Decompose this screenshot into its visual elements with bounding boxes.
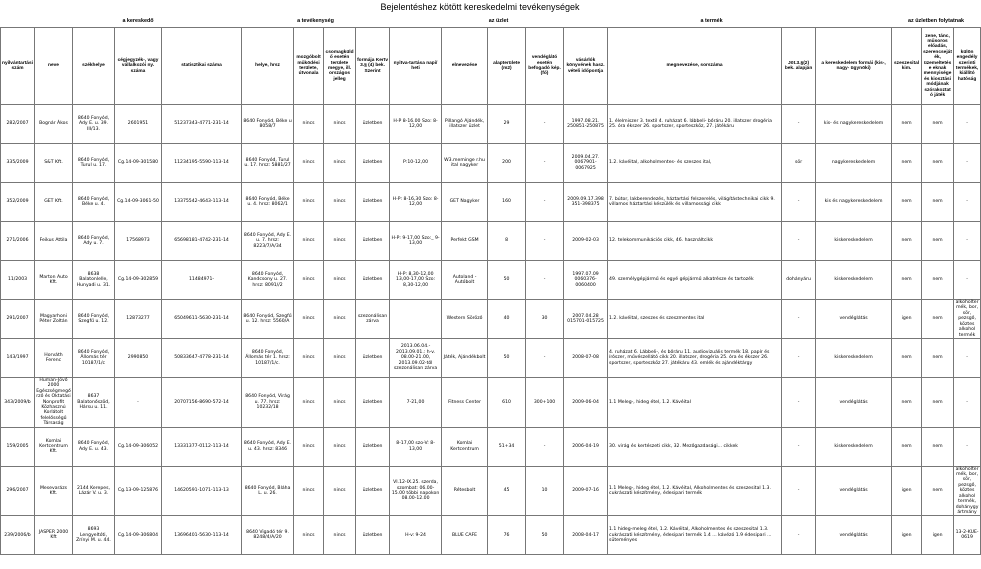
table-cell: vendéglátás bbox=[816, 378, 892, 428]
table-cell: - bbox=[954, 339, 981, 378]
table-cell: 76 bbox=[488, 516, 526, 555]
table-cell: nincs bbox=[294, 427, 324, 466]
table-row bbox=[1, 339, 981, 378]
table-cell: 143/1997 bbox=[1, 339, 35, 378]
table-cell: Western Söröző bbox=[442, 300, 488, 339]
table-cell: üzletben bbox=[356, 427, 390, 466]
table-cell: nem bbox=[892, 144, 922, 183]
column-header: székhelye bbox=[73, 28, 115, 105]
column-header: megnevezése, sorszáma bbox=[608, 28, 782, 105]
table-cell: - bbox=[782, 222, 816, 261]
table-cell: 13-2-KUE-0619 bbox=[954, 516, 981, 555]
table-cell: 8640 Fonyód, Ady E. u. 43. hrsz: 8346 bbox=[242, 427, 294, 466]
table-cell: 239/2006/b bbox=[1, 516, 35, 555]
table-cell: 8640 Fonyód, Bláha L. u. 26. bbox=[242, 466, 294, 516]
table-row bbox=[1, 466, 981, 516]
table-cell: 12873277 bbox=[115, 300, 162, 339]
table-row bbox=[1, 183, 981, 222]
table-cell: - bbox=[782, 183, 816, 222]
table-cell: nem bbox=[892, 339, 922, 378]
table-cell: 14620591-1071-113-13 bbox=[162, 466, 242, 516]
table-cell: 300+100 bbox=[526, 378, 564, 428]
table-cell: szezonálisan zárva bbox=[356, 300, 390, 339]
table-cell: - bbox=[782, 516, 816, 555]
table-cell: 49. személygépjármű és egyé gépjármű alkatrésze és tartozék bbox=[608, 261, 782, 300]
table-body bbox=[1, 105, 981, 555]
table-cell: Rétesbolt bbox=[442, 466, 488, 516]
table-cell: - bbox=[954, 378, 981, 428]
table-cell: 8640 Fonyód, Béke u 8058/7 bbox=[242, 105, 294, 144]
table-cell: - bbox=[526, 183, 564, 222]
table-cell: 13696401-5630-113-14 bbox=[162, 516, 242, 555]
table-cell: nincs bbox=[294, 300, 324, 339]
table-cell: Játék, Ajándékbolt bbox=[442, 339, 488, 378]
table-cell: nem bbox=[922, 183, 954, 222]
table-cell: 352/2009 bbox=[1, 183, 35, 222]
table-cell: üzletben bbox=[356, 516, 390, 555]
table-cell: kiskereskedelem bbox=[816, 222, 892, 261]
table-cell: 13331377-0112-113-14 bbox=[162, 427, 242, 466]
table-cell: - bbox=[954, 144, 981, 183]
table-cell: P:10-12,00 bbox=[390, 144, 442, 183]
table-cell: nem bbox=[922, 105, 954, 144]
table-cell: igen bbox=[892, 516, 922, 555]
table-cell: Human-Jövő 2000 Egészségmegőrző és Oktatási Nonprofit Közhasznú Korlátolt felelősségű Társaság bbox=[36, 378, 71, 427]
group-header-row bbox=[1, 16, 981, 28]
table-cell: Autoland - Autóbolt bbox=[442, 261, 488, 300]
table-cell: 8637 Balatonőszöd, Hársu u. 11. bbox=[73, 378, 115, 428]
table-cell: 8 bbox=[488, 222, 526, 261]
table-cell: 45 bbox=[488, 466, 526, 516]
table-cell: nem bbox=[922, 222, 954, 261]
table-cell: üzletben bbox=[356, 261, 390, 300]
table-cell: nincs bbox=[324, 466, 356, 516]
table-cell: 11/2003 bbox=[1, 261, 35, 300]
table-cell: GET Kft. bbox=[35, 183, 73, 222]
table-cell: 8640 Fonyód, Béke u. 4. hrsz: 8062/1 bbox=[242, 183, 294, 222]
table-cell: - bbox=[782, 339, 816, 378]
table-cell: 1997.08.21. 250851-250875 bbox=[564, 105, 608, 144]
column-header: vásárlók könyvének hasz. vételi időpontja bbox=[564, 28, 608, 105]
table-cell: 296/2007 bbox=[1, 466, 35, 516]
table-cell: 2009-07-16 bbox=[564, 466, 608, 516]
table-cell: Cg.13-09-125876 bbox=[115, 466, 162, 516]
table-cell: Pillangó Ajándék, illatszer üzlet bbox=[442, 105, 488, 144]
table-cell: Cg.14-09-306052 bbox=[115, 427, 162, 466]
table-cell: 1.1 Meleg-, hideg étel, 1.2. Kávéital bbox=[608, 378, 782, 428]
table-cell: nincs bbox=[324, 300, 356, 339]
column-header: cégjegyzék-, vagy vállalkozói ny. száma bbox=[115, 28, 162, 105]
table-cell: 51237343-4771-231-14 bbox=[162, 105, 242, 144]
table-cell: nincs bbox=[324, 261, 356, 300]
table-cell: - bbox=[526, 261, 564, 300]
table-cell: 13375542-4643-113-14 bbox=[162, 183, 242, 222]
table-cell: - bbox=[526, 105, 564, 144]
column-header: külön engedély szerinti termékek, kiállító hatóság bbox=[954, 28, 981, 105]
column-header: a kereskedelem formái (kis-, nagy- ügynöki) bbox=[816, 28, 892, 105]
table-cell: Cg.14-09-302859 bbox=[115, 261, 162, 300]
table-cell: nincs bbox=[324, 183, 356, 222]
table-cell: 10 bbox=[526, 466, 564, 516]
table-cell: 29 bbox=[488, 105, 526, 144]
group-tevekenyseg: a tevékenység bbox=[242, 16, 390, 28]
table-cell: alkoholtermék, bor, sör, pezsgő, köztes alkohol termék, dohánygyártmány bbox=[954, 466, 981, 516]
table-cell: nincs bbox=[324, 222, 356, 261]
table-cell: 8638 Balatonlelle, Hunyadi u. 31. bbox=[73, 261, 115, 300]
table-cell: Fitness Center bbox=[442, 378, 488, 428]
table-cell: 8640 Fonyód, Béke u. 4. bbox=[73, 183, 115, 222]
table-cell: - bbox=[954, 105, 981, 144]
table-row bbox=[1, 105, 981, 144]
table-cell: 50 bbox=[488, 339, 526, 378]
column-header: neve bbox=[35, 28, 73, 105]
table-cell: H-P: 8,30-12,00 13,00-17,00 Szo: 8,30-12,00 bbox=[390, 261, 442, 300]
table-cell: 1.2. kávéital, alkoholmentes- és szeszes ital, bbox=[608, 144, 782, 183]
table-cell: Magyarhoni Péter Zoltán bbox=[35, 300, 73, 339]
table-cell: nincs bbox=[294, 378, 324, 428]
table-cell bbox=[390, 300, 442, 339]
table-cell: nincs bbox=[324, 427, 356, 466]
table-cell: nincs bbox=[324, 339, 356, 378]
table-cell: nem bbox=[922, 300, 954, 339]
table-cell: - bbox=[782, 466, 816, 516]
table-cell: H-P: 9-17,00 Szo:_ 9-13,00 bbox=[390, 222, 442, 261]
table-cell: 11484971- bbox=[162, 261, 242, 300]
column-header: statisztikai száma bbox=[162, 28, 242, 105]
table-cell: Mesevarázs Kft. bbox=[35, 466, 73, 516]
table-cell: üzletben bbox=[356, 378, 390, 428]
table-cell: 50 bbox=[526, 516, 564, 555]
table-cell: nincs bbox=[324, 144, 356, 183]
table-cell: 2009-02-03 bbox=[564, 222, 608, 261]
table-row bbox=[1, 378, 981, 428]
table-cell: dohányáru bbox=[782, 261, 816, 300]
table-cell: 291/2007 bbox=[1, 300, 35, 339]
table-cell: 7. bútor, lakberendezés, háztartási felszerelés, világítástechnikai cikk 9. villamos háztartási készülék és villamossági cikk bbox=[608, 183, 782, 222]
table-cell: nem bbox=[892, 183, 922, 222]
registry-table-wrapper bbox=[0, 16, 979, 555]
table-cell: nincs bbox=[324, 378, 356, 428]
table-cell: 11234195-5590-113-14 bbox=[162, 144, 242, 183]
table-cell: nem bbox=[922, 378, 954, 428]
table-cell: 2601951 bbox=[115, 105, 162, 144]
table-cell: nincs bbox=[294, 261, 324, 300]
table-cell: - bbox=[782, 427, 816, 466]
column-header: csomagküldő esetén területe megye, ill. országos jelleg bbox=[324, 28, 356, 105]
table-cell: - bbox=[526, 222, 564, 261]
table-cell: alkoholtermék, bor, sör, pezsgő, köztes alkohol termék bbox=[954, 300, 981, 339]
column-header: elnevezése bbox=[442, 28, 488, 105]
table-cell: Horváth Ferenc bbox=[35, 339, 73, 378]
table-cell: 8-17,00 szo-V: 8-13,00 bbox=[390, 427, 442, 466]
table-cell: nem bbox=[892, 261, 922, 300]
table-cell: kiskereskedelem bbox=[816, 261, 892, 300]
table-cell: 8640 Fonyód, Ady E. u. 39. III/13. bbox=[73, 105, 115, 144]
table-cell: VI.12-IX.25. szerda, szombat: 06.00-15.00 többi napokon 08.00-12.00 bbox=[390, 466, 442, 516]
table-cell: igen bbox=[892, 300, 922, 339]
column-header-row bbox=[1, 28, 981, 105]
table-cell: 8640 Fonyód, Ady E. u. 43. bbox=[73, 427, 115, 466]
table-cell: 8640 Fonyód, Szegfű u. 12. bbox=[73, 300, 115, 339]
table-cell: 8640 Fonyód, Szegfű u. 12. hrsz: 5560/A bbox=[242, 300, 294, 339]
column-header: Jöt.3.§(2) bek. alapján bbox=[782, 28, 816, 105]
table-cell: Komlai Kertcentrum bbox=[442, 427, 488, 466]
table-cell: 159/2005 bbox=[1, 427, 35, 466]
table-cell: 2006-04-19 bbox=[564, 427, 608, 466]
table-cell: 282/2007 bbox=[1, 105, 35, 144]
table-cell: - bbox=[954, 427, 981, 466]
table-cell: GET Nagyker bbox=[442, 183, 488, 222]
table-cell: nem bbox=[892, 222, 922, 261]
table-cell: vendéglátás bbox=[816, 466, 892, 516]
table-row bbox=[1, 516, 981, 555]
table-cell: nincs bbox=[294, 339, 324, 378]
table-cell: 2009.09.17.398 351-398375 bbox=[564, 183, 608, 222]
table-cell: 20707156-8690-572-14 bbox=[162, 378, 242, 428]
table-cell: nincs bbox=[294, 516, 324, 555]
table-cell: nincs bbox=[294, 466, 324, 516]
table-cell: 65698181-4742-231-14 bbox=[162, 222, 242, 261]
column-header: mozgóbolt működési területe, útvonala bbox=[294, 28, 324, 105]
table-cell: nincs bbox=[294, 222, 324, 261]
table-cell: nincs bbox=[294, 183, 324, 222]
table-cell: - bbox=[526, 144, 564, 183]
table-cell: - bbox=[954, 183, 981, 222]
table-row bbox=[1, 427, 981, 466]
table-cell: üzletben bbox=[356, 144, 390, 183]
column-header: formája Kertv 3.§ (4) bek. Szerint bbox=[356, 28, 390, 105]
table-cell: BLUE CAFE bbox=[442, 516, 488, 555]
table-cell: nincs bbox=[324, 516, 356, 555]
table-cell: - bbox=[782, 300, 816, 339]
table-cell: vendéglátás bbox=[816, 516, 892, 555]
table-cell: 160 bbox=[488, 183, 526, 222]
table-cell: nem bbox=[922, 339, 954, 378]
table-cell: sör bbox=[782, 144, 816, 183]
table-cell: 51+34 bbox=[488, 427, 526, 466]
table-cell: 2144 Kerepes, Lázár V. u. 3. bbox=[73, 466, 115, 516]
table-cell: nem bbox=[922, 144, 954, 183]
table-row bbox=[1, 222, 981, 261]
table-cell: 8640 Fonyód, Virág u. 77. hrsz: 10232/18 bbox=[242, 378, 294, 428]
table-cell: nem bbox=[922, 427, 954, 466]
table-cell: nagykereskedelem bbox=[816, 144, 892, 183]
table-cell: 40 bbox=[488, 300, 526, 339]
page-title: Bejelentéshez kötött kereskedelmi tevékenységek bbox=[380, 2, 580, 12]
table-row bbox=[1, 300, 981, 339]
table-cell: 2009.04.27. 0067901-0067925 bbox=[564, 144, 608, 183]
group-termek: a termék bbox=[608, 16, 816, 28]
table-cell: H-P 8-16.00 Szo: 8-12,00 bbox=[390, 105, 442, 144]
table-cell: S&T Kft. bbox=[35, 144, 73, 183]
table-cell: W3.meminge r.hu ital nagyker bbox=[442, 144, 488, 183]
table-cell: vendéglátás bbox=[816, 300, 892, 339]
table-cell: - bbox=[526, 339, 564, 378]
table-cell: 610 bbox=[488, 378, 526, 428]
table-cell: - bbox=[782, 105, 816, 144]
column-header: helye, hrsz bbox=[242, 28, 294, 105]
registry-table bbox=[0, 16, 981, 555]
table-cell: 1997.07.09 0060376-0060400 bbox=[564, 261, 608, 300]
table-cell: nem bbox=[892, 378, 922, 428]
table-cell: 30 bbox=[526, 300, 564, 339]
table-cell: JASPER 2000 Kft bbox=[35, 516, 73, 555]
table-cell: nincs bbox=[294, 144, 324, 183]
table-cell: 8693 Lengyeltóti, Zrínyi M. u. 44. bbox=[73, 516, 115, 555]
column-header: alapterülete (m2) bbox=[488, 28, 526, 105]
table-cell: 50 bbox=[488, 261, 526, 300]
table-cell: 8640 Vigadó tér 9. 8248/4/A/20 bbox=[242, 516, 294, 555]
table-cell: 12. telekommunikációs cikk, 46. használtcikk bbox=[608, 222, 782, 261]
table-cell: üzletben bbox=[356, 183, 390, 222]
table-cell: 8640 Fonyód, Kandcsony u. 27. hrsz: 8091//2 bbox=[242, 261, 294, 300]
table-cell: nem bbox=[892, 105, 922, 144]
table-cell: Cg.14-09-301580 bbox=[115, 144, 162, 183]
table-cell: kis és nagykereskedelem bbox=[816, 183, 892, 222]
table-cell: 4. ruházat 6. Lábbeli-, és bőráru 11. audiovizuális termék 18. papír és írószer, művészellátó cikk 20. illatszer, drogéria 25. óra és ékszer 26. sportszer, sporteszköz 27. játékáru 43. emlék és ajándéktárgy bbox=[608, 339, 782, 378]
table-cell: 8640 Fonyód, Ady u. 7. bbox=[73, 222, 115, 261]
table-cell: Feikus Attila bbox=[35, 222, 73, 261]
group-folytatas: az üzletben folytatnak bbox=[892, 16, 981, 28]
column-header: szeszesital kim. bbox=[892, 28, 922, 105]
table-cell: üzletben bbox=[356, 222, 390, 261]
table-cell: nem bbox=[922, 466, 954, 516]
table-cell: 2009-06-04 bbox=[564, 378, 608, 428]
table-cell: 50833647-4778-231-14 bbox=[162, 339, 242, 378]
table-cell: 8640 Fonyód, Állomás tér 1. hrsz: 10187/1/c. bbox=[242, 339, 294, 378]
group-kereskedo: a kereskedő bbox=[35, 16, 242, 28]
table-cell: üzletben bbox=[356, 466, 390, 516]
table-cell: - bbox=[782, 378, 816, 428]
table-cell: 8640 Fonyód, Ady E. u. 7. hrsz: 8223/7/A/34 bbox=[242, 222, 294, 261]
table-cell: 2990850 bbox=[115, 339, 162, 378]
table-cell: H-v: 9-24 bbox=[390, 516, 442, 555]
table-cell: kis- és nagykereskedelem bbox=[816, 105, 892, 144]
table-cell: - bbox=[954, 261, 981, 300]
table-cell: 1.1 hideg-meleg étel, 1.2. Kávéital, Alkoholmentes és szeszesital 1.3. cukrászati készítmény, édesipari termék 1.4 ... kávézó 1.9 édesipari ... süteményes bbox=[608, 516, 782, 555]
table-cell: 65049611-5630-231-14 bbox=[162, 300, 242, 339]
table-cell: 8640 Fonyód, Turul u. 17. hrsz: 5881/27 bbox=[242, 144, 294, 183]
table-cell: 2007.04.28 015701-015725 bbox=[564, 300, 608, 339]
table-cell: igen bbox=[922, 516, 954, 555]
table-cell: nem bbox=[892, 427, 922, 466]
table-cell: 1.2. kávéital, szeszes és szeszmentes ital bbox=[608, 300, 782, 339]
table-cell: üzletben bbox=[356, 339, 390, 378]
table-cell: 1.1 Meleg-, hideg étel, 1.2. Kávéital, Alkoholmentes és szeszesital 1.3. cukrászati készítmény, édesipari termék bbox=[608, 466, 782, 516]
table-cell: nem bbox=[922, 261, 954, 300]
table-cell: 2008-07-08 bbox=[564, 339, 608, 378]
table-cell: Cg.14-09-3061-50 bbox=[115, 183, 162, 222]
table-cell: Marton Auto Kft. bbox=[35, 261, 73, 300]
table-row bbox=[1, 144, 981, 183]
table-cell: nincs bbox=[294, 105, 324, 144]
table-cell: - bbox=[115, 378, 162, 428]
table-cell: 8640 Fonyód, Turul u. 17. bbox=[73, 144, 115, 183]
table-cell: 17568973 bbox=[115, 222, 162, 261]
table-cell: Komlai Kertcentrum Kft. bbox=[35, 427, 73, 466]
table-cell: 7-21,00 bbox=[390, 378, 442, 428]
table-cell: Cg.14-09-306804 bbox=[115, 516, 162, 555]
group-uzlet: az üzlet bbox=[390, 16, 608, 28]
column-header: nyitva-tartása napi/ heti bbox=[390, 28, 442, 105]
table-cell: 8640 Fonyód, Állomás tér 10187/1/c bbox=[73, 339, 115, 378]
table-cell: 200 bbox=[488, 144, 526, 183]
table-cell: H-P: 8-16,30 Szo: 8-12,00 bbox=[390, 183, 442, 222]
table-cell: nincs bbox=[324, 105, 356, 144]
table-row bbox=[1, 261, 981, 300]
table-cell: 1. élelmiszer 3. textil 4. ruházat 6. lábbeli- bőráru 20. illatszer drogéria 25. óra ékszer 26. sportszer, sporteszköz, 27. játékáru bbox=[608, 105, 782, 144]
column-header: nyilvántartási szám bbox=[1, 28, 35, 105]
table-cell: - bbox=[526, 427, 564, 466]
table-cell: üzletben bbox=[356, 105, 390, 144]
column-header: vendéglátó esetén befogadó kép. (fő) bbox=[526, 28, 564, 105]
table-cell: - bbox=[954, 222, 981, 261]
table-cell: 335/2009 bbox=[1, 144, 35, 183]
table-cell: 343/2009/b bbox=[1, 378, 35, 428]
column-header: zene, tánc, műsoros előadás, szerencsejáték, üzemeltetése eknak mennyisége és kiosztási módjának szórakoztató játék bbox=[922, 28, 954, 105]
table-cell: kiskereskedelem bbox=[816, 339, 892, 378]
table-cell: 271/2006 bbox=[1, 222, 35, 261]
table-cell: 30. virág és kertészeti cikk, 32. Mezőgazdasági... cikkek bbox=[608, 427, 782, 466]
table-cell: Bognár Ákos bbox=[35, 105, 73, 144]
table-cell: 2008-04-17 bbox=[564, 516, 608, 555]
table-cell: 2013.06.04.- 2013.09.01.: h-v. 08.00-21.00, 2013.09.02-től szezonálisan zárva bbox=[390, 339, 442, 378]
table-cell: Perfekt GSM bbox=[442, 222, 488, 261]
table-cell: igen bbox=[892, 466, 922, 516]
table-cell: kiskereskedelem bbox=[816, 427, 892, 466]
